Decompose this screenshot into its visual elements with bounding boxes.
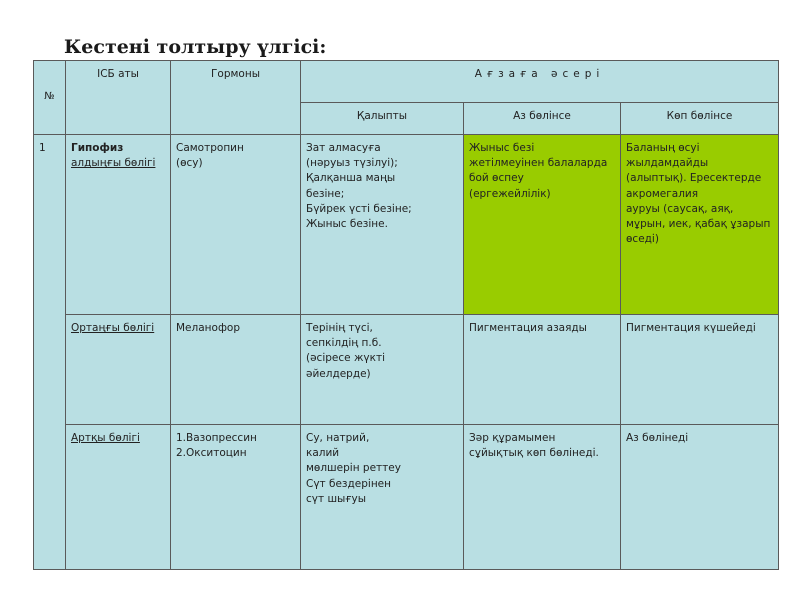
normal-cell: Су, натрий, калий мөлшерін реттеу Сүт бездерінен сүт шығуы <box>301 425 464 570</box>
normal-cell: Терінің түсі, сепкілдің п.б. (әсіресе жүкті әйелдерде) <box>301 315 464 425</box>
gland-cell <box>66 135 171 315</box>
hormone-cell: Самотропин (өсу) <box>171 135 301 315</box>
table-row <box>34 135 779 315</box>
header-number: № <box>34 61 66 135</box>
hormone-table <box>33 60 779 570</box>
header-high: Көп бөлінсе <box>621 103 779 135</box>
row-number: 1 <box>34 135 66 570</box>
gland-title: Гипофиз <box>71 142 124 154</box>
header-effect: Ағзаға әсері <box>301 61 779 103</box>
hormone-cell: 1.Вазопрессин 2.Окситоцин <box>171 425 301 570</box>
low-cell: Пигментация азаяды <box>464 315 621 425</box>
low-cell: Жыныс безі жетілмеуінен балаларда бой өспеу (ергежейлілік) <box>464 135 621 315</box>
table-row <box>34 425 779 570</box>
high-cell: Аз бөлінеді <box>621 425 779 570</box>
header-low: Аз бөлінсе <box>464 103 621 135</box>
gland-cell <box>66 315 171 425</box>
gland-part: Ортаңғы бөлігі <box>71 322 155 334</box>
page-title: Кестені толтыру үлгісі: <box>64 36 327 58</box>
header-gland: ІСБ аты <box>66 61 171 135</box>
gland-part: Артқы бөлігі <box>71 432 140 444</box>
gland-cell <box>66 425 171 570</box>
header-hormones: Гормоны <box>171 61 301 135</box>
hormone-cell: Меланофор <box>171 315 301 425</box>
header-row-1 <box>34 61 779 103</box>
header-normal: Қалыпты <box>301 103 464 135</box>
table-row <box>34 315 779 425</box>
normal-cell: Зат алмасуға (нәруыз түзілуі); Қалқанша маңы безіне; Бүйрек үсті безіне; Жыныс безіне. <box>301 135 464 315</box>
low-cell: Зәр құрамымен сұйықтық көп бөлінеді. <box>464 425 621 570</box>
high-cell: Баланың өсуі жылдамдайды (алыптық). Ересектерде акромегалия ауруы (саусақ, аяқ, мұрын, иек, қабақ ұзарып өседі) <box>621 135 779 315</box>
gland-part: алдыңғы бөлігі <box>71 157 156 170</box>
high-cell: Пигментация күшейеді <box>621 315 779 425</box>
